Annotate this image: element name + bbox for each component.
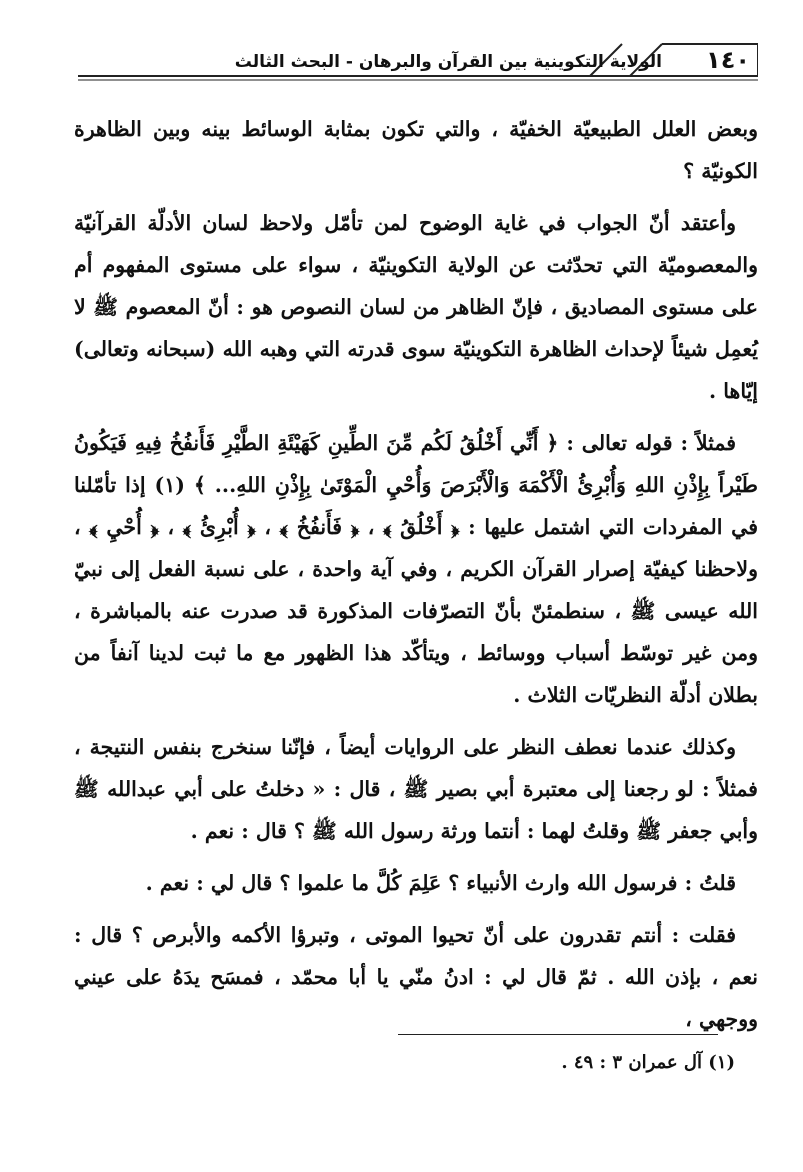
- paragraph: وكذلك عندما نعطف النظر على الروايات أيضاً ، فإنّنا سنخرج بنفس النتيجة ، فمثلاً : لو رجعنا إلى معتبرة أبي بصير ﷺ ، قال : « دخلتُ على أبي عبدالله ﷺ وأبي جعفر ﷺ وقلتُ لهما : أنتما ورثة رسول الله ﷺ ؟ قال : نعم .: [74, 735, 758, 843]
- paragraph: قلتُ : فرسول الله وارث الأنبياء ؟ عَلِمَ كُلَّ ما علموا ؟ قال لي : نعم .: [145, 871, 736, 895]
- page-header: [78, 38, 758, 84]
- running-title: الولاية التكوينية بين القرآن والبرهان - البحث الثالث: [234, 52, 662, 72]
- paragraph: وبعض العلل الطبيعيّة الخفيّة ، والتي تكون بمثابة الوسائط بينه وبين الظاهرة الكونيّة ؟: [74, 117, 758, 183]
- footnote-divider: [398, 1034, 718, 1035]
- paragraph: فمثلاً : قوله تعالى : ﴿ أَنِّي أَخْلُقُ لَكُم مِّنَ الطِّينِ كَهَيْئَةِ الطَّيْرِ فَأَنفُخُ فِيهِ فَيَكُونُ طَيْراً بِإِذْنِ اللهِ وَأُبْرِئُ الْأَكْمَهَ وَالْأَبْرَصَ وَأُحْيِ الْمَوْتَىٰ بِإِذْنِ اللهِ... ﴾ (١) إذا تأمّلنا في المفردات التي اشتمل عليها : ﴿ أَخْلُقُ ﴾ ، ﴿ فَأَنفُخُ ﴾ ، ﴿ أُبْرِئُ ﴾ ، ﴿ أُحْيِ ﴾ ، ولاحظنا كيفيّة إصرار القرآن الكريم ، وفي آية واحدة ، على نسبة الفعل إلى نبيّ الله عيسى ﷺ ، سنطمئنّ بأنّ التصرّفات المذكورة قد صدرت عنه بالمباشرة ، ومن غير توسّط أسباب ووسائط ، ويتأكّد هذا الظهور مع ما ثبت لدينا آنفاً من بطلان أدلّة النظريّات الثلاث .: [74, 431, 758, 707]
- page-number: ١٤٠: [706, 46, 750, 74]
- paragraph: وأعتقد أنّ الجواب في غاية الوضوح لمن تأمّل ولاحظ لسان الأدلّة القرآنيّة والمعصوميّة التي تحدّثت عن الولاية التكوينيّة ، سواء على مستوى المفهوم أم على مستوى المصاديق ، فإنّ الظاهر من لسان النصوص هو : أنّ المعصوم ﷺ لا يُعمِل شيئاً لإحداث الظاهرة التكوينيّة سوى قدرته التي وهبه الله (سبحانه وتعالى) إيّاها .: [74, 211, 758, 403]
- footnote: (١) آل عمران ٣ : ٤٩ .: [561, 1052, 735, 1073]
- paragraph: فقلت : أنتم تقدرون على أنّ تحيوا الموتى ، وتبرؤا الأكمه والأبرص ؟ قال : نعم ، بإذن الله . ثمّ قال لي : ادنُ منّي يا أبا محمّد ، فمسَح يدَهُ على عيني ووجهي ،: [74, 923, 758, 1031]
- main-text: [74, 108, 758, 1050]
